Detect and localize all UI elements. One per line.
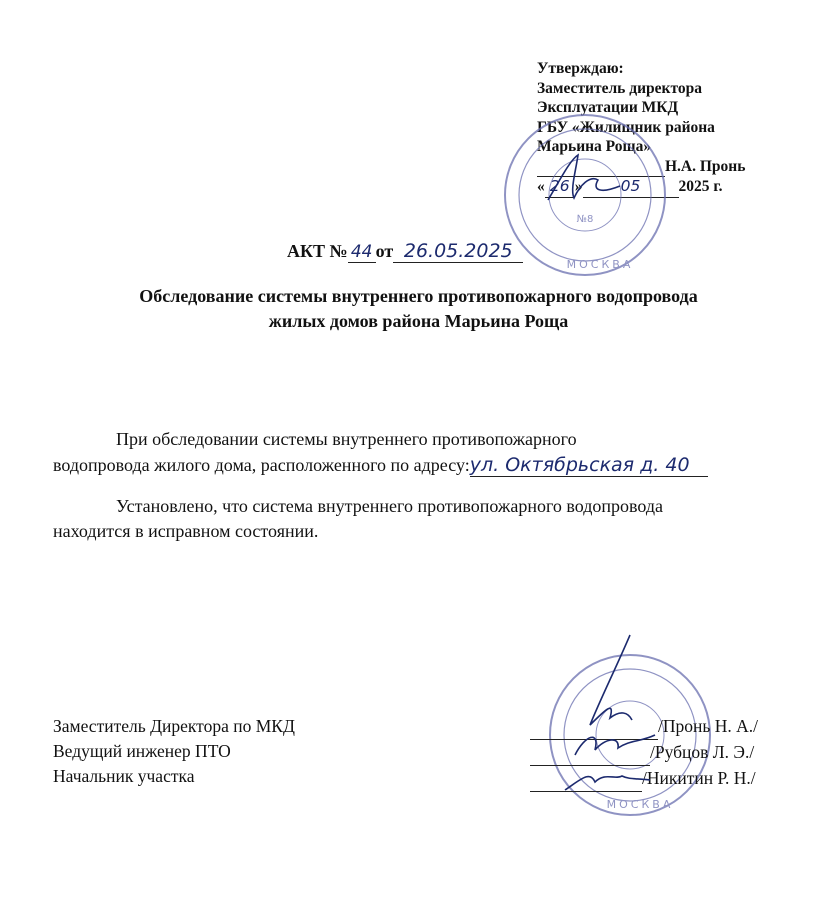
approval-position: Заместитель директора <box>537 79 702 97</box>
address-handwritten: ул. Октябрьская д. 40 <box>470 454 708 477</box>
approval-signature <box>540 150 630 210</box>
approval-date-month: 05 <box>583 177 679 198</box>
signatory-name-3: /Никитин Р. Н./ <box>642 768 756 788</box>
act-number: 44 <box>348 242 376 263</box>
approval-district: Марьина Роща» <box>537 138 652 155</box>
act-title <box>287 240 523 263</box>
stamp-city: МОСКВА <box>566 258 634 271</box>
act-from-word: от <box>375 241 394 261</box>
subject-line-2: жилых домов района Марьина Роща <box>268 311 569 331</box>
date-close-quote: » <box>574 178 583 195</box>
act-date: 26.05.2025 <box>393 240 523 263</box>
signatures-handwritten <box>560 630 670 820</box>
approval-date-year: 2025 г. <box>678 178 723 195</box>
subject-line-1: Обследование системы внутреннего противопожарного водопровода <box>139 286 698 306</box>
signatory-name-2: /Рубцов Л. Э./ <box>650 742 755 762</box>
approval-department: Эксплуатации МКД <box>537 99 679 116</box>
paragraph-2-line-1: Установлено, что система внутреннего противопожарного водопровода <box>116 496 664 516</box>
stamp-number: №8 <box>576 214 594 225</box>
stamp-city-bottom: МОСКВА <box>606 798 674 811</box>
paragraph-1-line-1: При обследовании системы внутреннего противопожарного <box>116 429 577 449</box>
approval-organization: ГБУ «Жилищник района <box>537 118 715 136</box>
signatory-position-1: Заместитель Директора по МКД <box>53 716 295 736</box>
signatory-name-1: /Пронь Н. А./ <box>658 716 758 736</box>
approval-signer: Н.А. Пронь <box>665 157 746 175</box>
paragraph-2-line-2: находится в исправном состоянии. <box>53 521 319 541</box>
date-open-quote: « <box>537 178 545 195</box>
approval-heading: Утверждаю: <box>537 60 624 77</box>
approval-date-day: 26 <box>545 177 575 198</box>
paragraph-1-line-2 <box>53 454 708 477</box>
signatory-position-3: Начальник участка <box>53 766 195 786</box>
signatories-positions <box>53 714 295 789</box>
act-subject <box>0 284 837 334</box>
act-prefix: АКТ № <box>287 241 348 261</box>
signatory-position-2: Ведущий инженер ПТО <box>53 741 231 761</box>
paragraph-1-text: водопровода жилого дома, расположенного по адресу: <box>53 455 470 475</box>
